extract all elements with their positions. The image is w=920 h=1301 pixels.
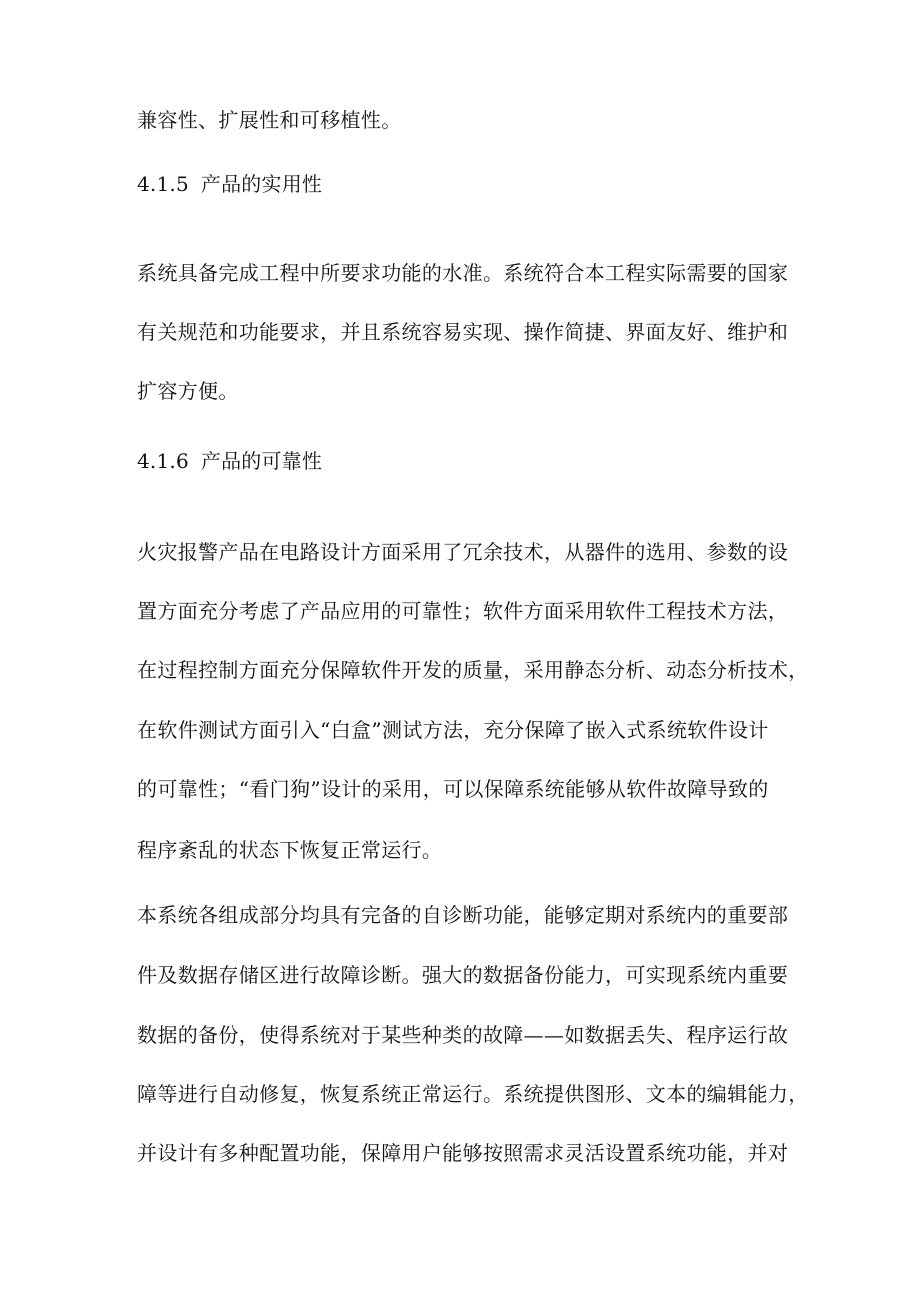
section-number: 4.1.6 xyxy=(137,449,189,473)
paragraph-line: 程序紊乱的状态下恢复正常运行。 xyxy=(137,838,443,862)
paragraph-line: 本系统各组成部分均具有完备的自诊断功能，能够定期对系统内的重要部 xyxy=(137,903,789,927)
section-heading-4-1-5 xyxy=(137,170,322,198)
paragraph-line: 在过程控制方面充分保障软件开发的质量，采用静态分析、动态分析技术， xyxy=(137,658,809,682)
section-title: 产品的可靠性 xyxy=(200,449,323,473)
paragraph-line: 兼容性、扩展性和可移植性。 xyxy=(137,108,402,132)
paragraph-line: 的可靠性；“看门狗”设计的采用，可以保障系统能够从软件故障导致的 xyxy=(137,777,769,801)
paragraph-line: 有关规范和功能要求，并且系统容易实现、操作简捷、界面友好、维护和 xyxy=(137,320,789,344)
paragraph-line: 在软件测试方面引入“白盒”测试方法，充分保障了嵌入式系统软件设计 xyxy=(137,718,769,742)
paragraph-line: 系统具备完成工程中所要求功能的水准。系统符合本工程实际需要的国家 xyxy=(137,261,789,285)
section-title: 产品的实用性 xyxy=(200,172,323,196)
paragraph-line: 障等进行自动修复，恢复系统正常运行。系统提供图形、文本的编辑能力， xyxy=(137,1082,809,1106)
paragraph-line: 件及数据存储区进行故障诊断。强大的数据备份能力，可实现系统内重要 xyxy=(137,963,789,987)
section-heading-4-1-6 xyxy=(137,447,322,475)
paragraph-line: 火灾报警产品在电路设计方面采用了冗余技术，从器件的选用、参数的设 xyxy=(137,540,789,564)
paragraph-line: 数据的备份，使得系统对于某些种类的故障——如数据丢失、程序运行故 xyxy=(137,1023,789,1047)
paragraph-line: 置方面充分考虑了产品应用的可靠性；软件方面采用软件工程技术方法， xyxy=(137,599,789,623)
paragraph-line: 扩容方便。 xyxy=(137,379,239,403)
section-number: 4.1.5 xyxy=(137,172,189,196)
paragraph-line: 并设计有多种配置功能，保障用户能够按照需求灵活设置系统功能，并对 xyxy=(137,1141,789,1165)
